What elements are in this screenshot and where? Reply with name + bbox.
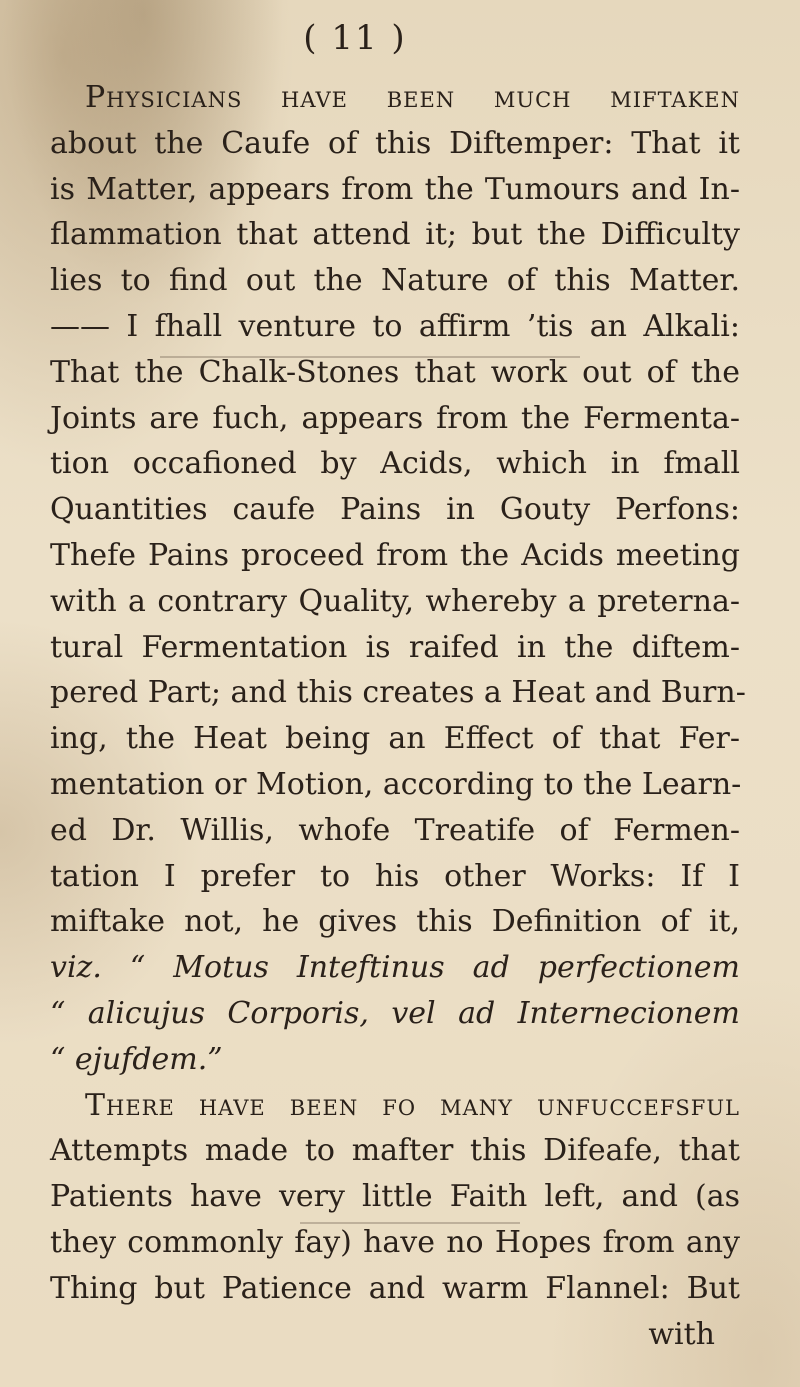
text-line: ed Dr. Willis, whofe Treatife of Fermen- [50, 812, 740, 848]
text-line: “ alicujus Corporis, vel ad Internecionem [50, 995, 740, 1031]
text-line: they commonly fay) have no Hopes from any [50, 1224, 740, 1260]
text-line: about the Caufe of this Diftemper: That it [50, 125, 740, 161]
text-line: ing, the Heat being an Effect of that Fer- [50, 721, 740, 757]
text-line: Physicians have been much miftaken [85, 80, 740, 115]
text-line: miftake not, he gives this Definition of it, [50, 904, 740, 940]
body-text [50, 75, 746, 1357]
text-line: Attempts made to mafter this Difeafe, that [50, 1133, 740, 1169]
text-line: That the Chalk-Stones that work out of the [50, 354, 740, 390]
text-line: tion occafioned by Acids, which in fmall [50, 446, 740, 482]
catchword: with [648, 1316, 715, 1352]
text-line: with a contrary Quality, whereby a preterna- [50, 583, 740, 619]
text-line: There have been fo many unfuccefsful [85, 1087, 740, 1123]
text-line: viz. “ Motus Inteftinus ad perfectionem [50, 950, 740, 986]
text-line: Thing but Patience and warm Flannel: But [50, 1270, 740, 1306]
text-line: tural Fermentation is raifed in the diftem- [50, 629, 740, 665]
text-line: mentation or Motion, according to the Learn- [50, 766, 742, 802]
text-line: “ ejufdem.” [50, 1041, 223, 1077]
text-line: pered Part; and this creates a Heat and Burn- [50, 675, 746, 711]
page-number: ( 11 ) [303, 18, 407, 58]
text-line: tation I prefer to his other Works: If I [50, 858, 740, 894]
text-line: Quantities caufe Pains in Gouty Perfons: [50, 492, 740, 528]
text-line: Patients have very little Faith left, and (as [50, 1179, 740, 1215]
text-line: flammation that attend it; but the Difficulty [50, 217, 740, 253]
text-line: is Matter, appears from the Tumours and In- [50, 171, 740, 207]
text-line: —— I fhall venture to affirm ’tis an Alkali: [50, 308, 740, 344]
text-line: Thefe Pains proceed from the Acids meeting [50, 537, 740, 573]
text-line: lies to find out the Nature of this Matter. [50, 263, 740, 299]
text-line: Joints are fuch, appears from the Fermenta- [50, 400, 740, 436]
